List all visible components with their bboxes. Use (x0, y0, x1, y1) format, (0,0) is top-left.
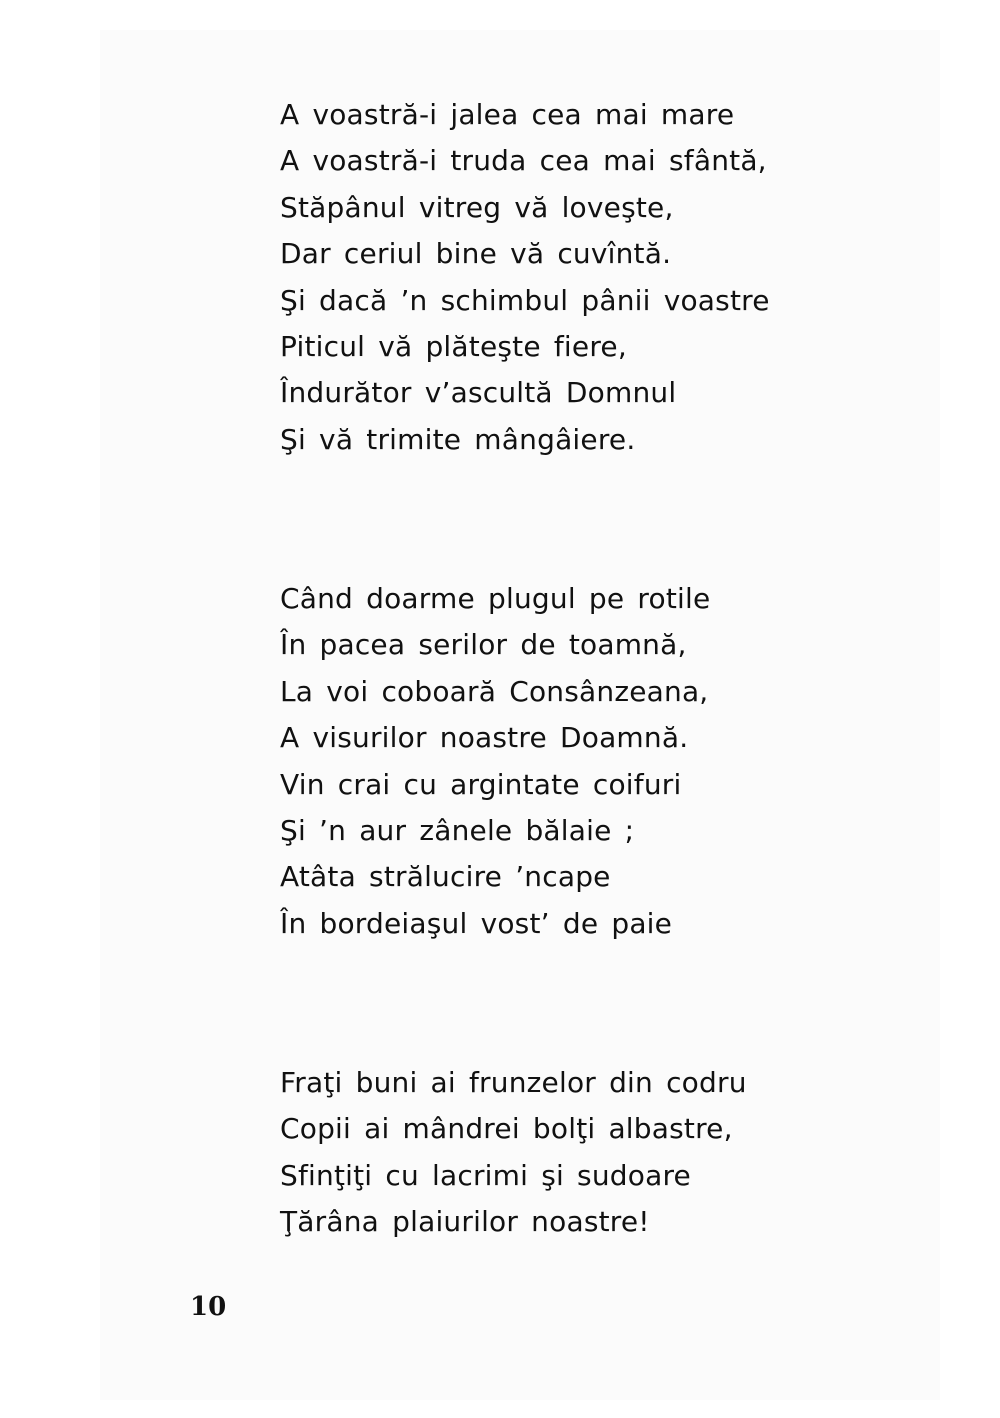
verse-line: Şi vă trimite mângâiere. (280, 422, 636, 456)
stanza-3 (280, 1060, 840, 1246)
verse-line: Copii ai mândrei bolţi albastre, (280, 1112, 733, 1146)
verse-line: Şi ’n aur zânele bălaie ; (280, 813, 635, 847)
verse-line: La voi coboară Consânzeana, (280, 674, 709, 708)
verse-line: Şi dacă ’n schimbul pânii voastre (280, 283, 770, 317)
verse-line: Vin crai cu argintate coifuri (280, 767, 682, 801)
verse-line: În pacea serilor de toamnă, (280, 628, 687, 662)
stanza-1 (280, 92, 840, 463)
verse-line: Ţărâna plaiurilor noastre! (280, 1205, 650, 1239)
stanza-2 (280, 576, 840, 947)
verse-line: Îndurător v’ascultă Domnul (280, 376, 677, 410)
verse-line: Dar ceriul bine vă cuvîntă. (280, 237, 672, 271)
verse-line: Când doarme plugul pe rotile (280, 582, 711, 615)
verse-line: A voastră-i truda cea mai sfântă, (280, 144, 767, 178)
verse-line: În bordeiaşul vost’ de paie (280, 906, 673, 940)
verse-line: Fraţi buni ai frunzelor din codru (280, 1066, 747, 1099)
page-number: 10 (190, 1292, 227, 1322)
verse-line: Piticul vă plăteşte fiere, (280, 329, 627, 363)
verse-line: Sfinţiţi cu lacrimi şi sudoare (280, 1158, 691, 1192)
verse-line: Atâta strălucire ’ncape (280, 860, 611, 894)
verse-line: A visurilor noastre Doamnă. (280, 721, 689, 755)
verse-line: A voastră-i jalea cea mai mare (280, 98, 735, 131)
verse-line: Stăpânul vitreg vă loveşte, (280, 190, 674, 224)
